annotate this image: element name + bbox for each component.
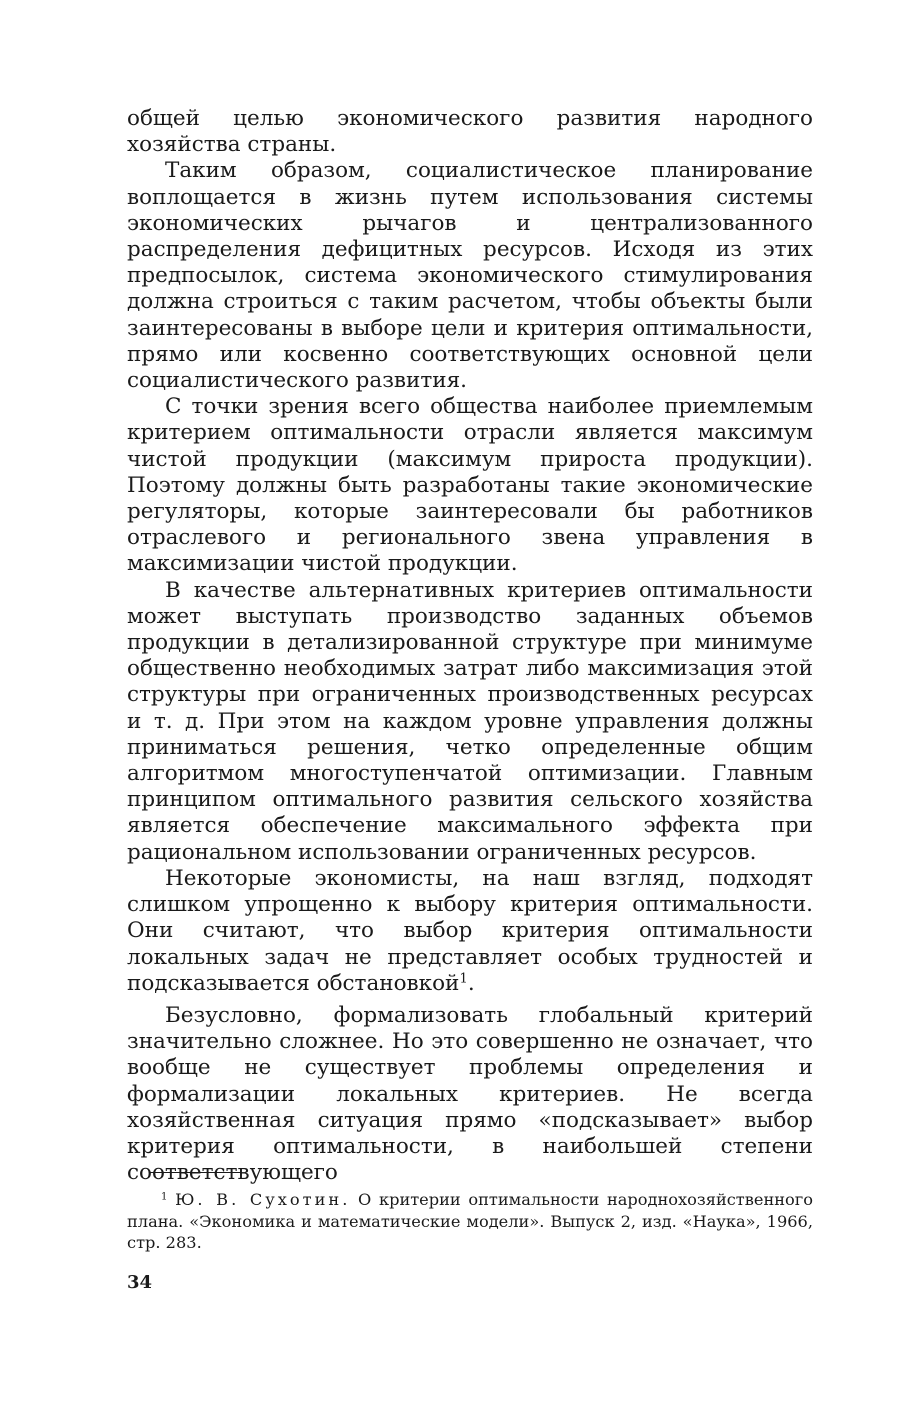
footnote-marker: 1 — [161, 1191, 168, 1203]
main-text — [127, 106, 813, 1186]
footnote-text: О критерии оптимальности народнохозяйственного плана. «Экономика и математические модели». Выпуск 2, изд. «Наука», 1966, стр. 283. — [127, 1190, 814, 1252]
footnote — [127, 1189, 813, 1254]
page-number: 34 — [127, 1272, 153, 1293]
footnote-author: Ю. В. Сухотин. — [175, 1190, 351, 1209]
footnote-divider — [149, 1172, 242, 1173]
paragraph-2: Таким образом, социалистическое планирование воплощается в жизнь путем использования системы экономических рычагов и централизованного распределения дефицитных ресурсов. Исходя из этих предпосылок, система экономического стимулирования должна строиться с таким расчетом, чтобы объекты были заинтересованы в выборе цели и критерия оптимальности, прямо или косвенно соответствующих основной цели социалистического развития. — [127, 158, 813, 394]
paragraph-3: С точки зрения всего общества наиболее приемлемым критерием оптимальности отрасли является максимум чистой продукции (максимум прироста продукции). Поэтому должны быть разработаны такие экономические регуляторы, которые заинтересовали бы работников отраслевого и регионального звена управления в максимизации чистой продукции. — [127, 394, 813, 577]
paragraph-5: Некоторые экономисты, на наш взгляд, подходят слишком упрощенно к выбору критерия оптимальности. Они считают, что выбор критерия оптимальности локальных задач не представляет особых трудностей и подсказывается обстановкой$^1$. — [127, 865, 813, 996]
paragraph-6: Безусловно, формализовать глобальный критерий значительно сложнее. Но это совершенно не означает, что вообще не существует проблемы определения и формализации локальных критериев. Не всегда хозяйственная ситуация прямо «подсказывает» выбор критерия оптимальности, в наибольшей степени соответствующего — [127, 1002, 813, 1186]
paragraph-4: В качестве альтернативных критериев оптимальности может выступать производство заданных объемов продукции в детализированной структуре при минимуме общественно необходимых затрат либо максимизация этой структуры при ограниченных производственных ресурсах и т. д. При этом на каждом уровне управления должны приниматься решения, четко определенные общим алгоритмом многоступенчатой оптимизации. Главным принципом оптимального развития сельского хозяйства является обеспечение максимального эффекта при рациональном использовании ограниченных ресурсов. — [127, 577, 813, 865]
paragraph-1: общей целью экономического развития народного хозяйства страны. — [127, 106, 813, 158]
paragraph-5-text: Некоторые экономисты, на наш взгляд, подходят слишком упрощенно к выбору критерия оптимальности. Они считают, что выбор критерия оптимальности локальных задач не представляет особых трудностей и подсказывается обстановкой — [127, 865, 813, 996]
footnote-reference: 1 — [459, 971, 468, 987]
